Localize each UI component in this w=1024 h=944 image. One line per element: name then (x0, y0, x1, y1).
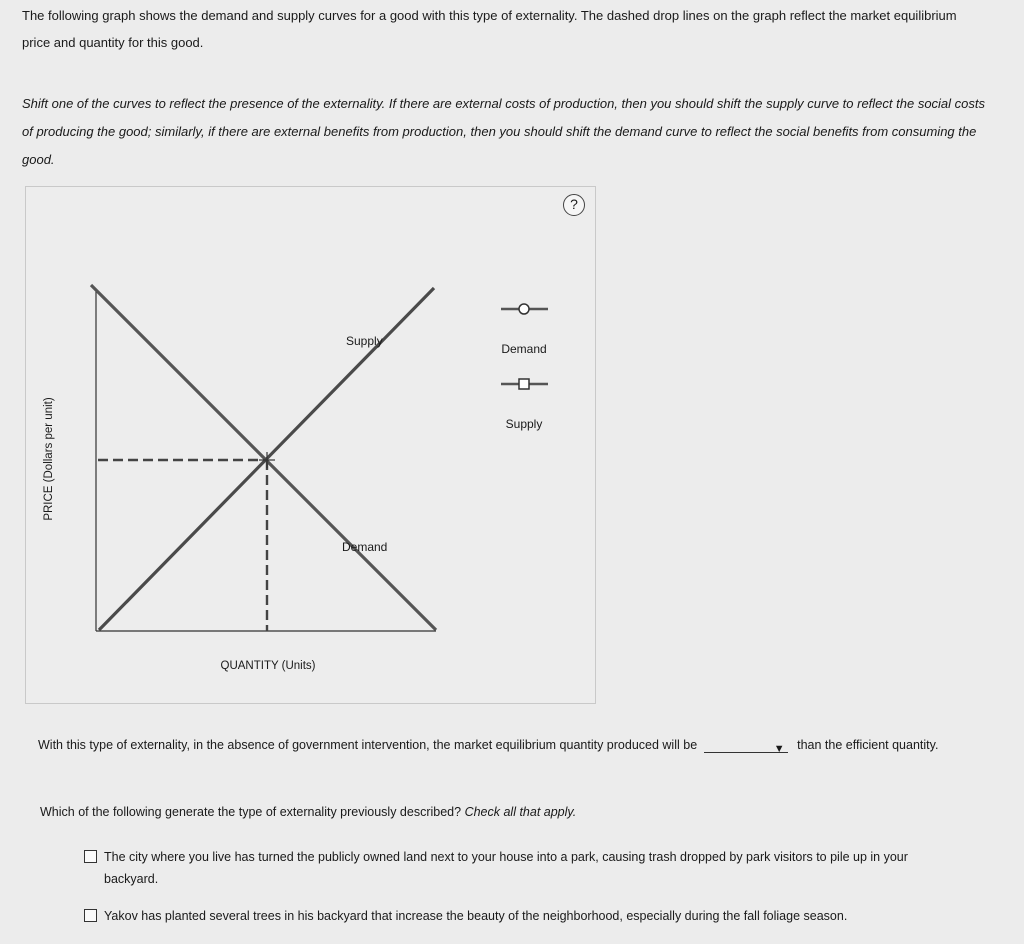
comparison-dropdown[interactable] (704, 736, 788, 753)
option-park-trash[interactable] (84, 846, 964, 890)
x-axis-label: QUANTITY (Units) (220, 660, 316, 672)
legend-demand-label: Demand (501, 342, 547, 356)
option-yakov-trees[interactable] (84, 905, 964, 927)
circle-marker-icon (519, 304, 529, 314)
option-yakov-trees-label: Yakov has planted several trees in his backyard that increase the beauty of the neighborhood, especially during the fall foliage season. (104, 909, 848, 923)
graph-panel (25, 186, 596, 704)
help-button[interactable]: ? (563, 194, 585, 216)
question-2-emphasis: Check all that apply. (464, 805, 577, 819)
dropdown-arrow-icon: ▼ (773, 743, 785, 755)
square-marker-icon (519, 379, 529, 389)
legend-demand-tool[interactable] (501, 304, 548, 356)
supply-curve-label: Supply (346, 334, 383, 348)
question-2-text: Which of the following generate the type of externality previously described? (40, 805, 462, 819)
option-park-trash-label: The city where you live has turned the publicly owned land next to your house into a park, causing trash dropped by park visitors to pile up in your backyard. (104, 850, 908, 886)
graph-svg[interactable] (26, 187, 597, 705)
question-1-text-after: than the efficient quantity. (797, 738, 939, 752)
instructions-text: Shift one of the curves to reflect the presence of the externality. If there are external costs of production, then you should shift the supply curve to reflect the social costs of producing the good; similarly, if there are external benefits from production, then you should shift the demand curve to reflect the social benefits from consuming the good. (22, 96, 986, 167)
question-1 (38, 733, 958, 757)
question-2-prompt (40, 805, 576, 819)
question-1-text-before: With this type of externality, in the absence of government intervention, the market equilibrium quantity produced will be (38, 738, 698, 752)
y-axis-label: PRICE (Dollars per unit) (43, 397, 55, 521)
legend-supply-label: Supply (505, 417, 543, 431)
demand-curve-label: Demand (342, 540, 388, 554)
intro-text: The following graph shows the demand and supply curves for a good with this type of externality. The dashed drop lines on the graph reflect the market equilibrium price and quantity for this good. (22, 8, 957, 50)
legend-supply-tool[interactable] (501, 379, 548, 431)
checkbox-park-trash[interactable] (84, 850, 97, 863)
checkbox-yakov-trees[interactable] (84, 909, 97, 922)
